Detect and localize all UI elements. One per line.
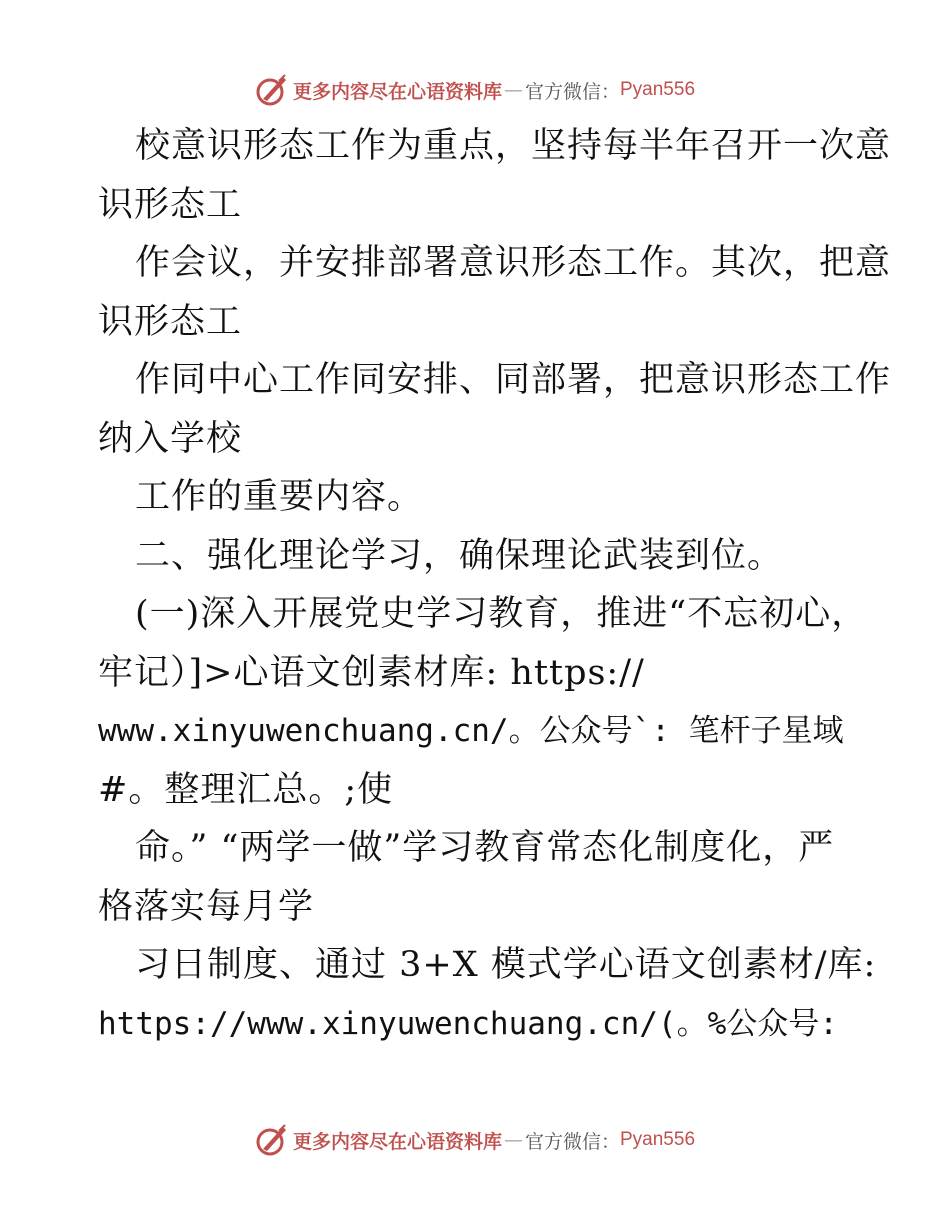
quill-logo-icon: [255, 73, 289, 107]
paragraph-line: www.xinyuwenchuang.cn/。公众号`: 笔杆子星域: [98, 713, 844, 749]
site-text: 更多内容尽在心语资料库: [292, 80, 502, 103]
paragraph-line: https://www.xinyuwenchuang.cn/(。%公众号:: [98, 1005, 838, 1042]
paragraph-line: 识形态工: [98, 184, 243, 225]
paragraph-line: 牢记）]>心语文创素材库: https://: [98, 652, 645, 693]
separator: —: [503, 79, 523, 101]
footer-watermark: [0, 1120, 950, 1160]
paragraph-line: 格落实每月学: [98, 886, 315, 927]
wechat-label: 官方微信：: [524, 80, 620, 103]
paragraph-line: 纳入学校: [98, 418, 243, 459]
quill-logo-icon: [255, 1123, 289, 1157]
document-body: [98, 117, 892, 1053]
site-text: 更多内容尽在心语资料库: [292, 1130, 502, 1153]
header-watermark: [0, 70, 950, 110]
separator: —: [503, 1129, 523, 1151]
paragraph-line: 习日制度、通过 3+X 模式学心语文创素材/库:: [135, 945, 877, 985]
paragraph-line: (一)深入开展党史学习教育，推进“不忘初心，: [135, 594, 868, 634]
paragraph-line: 工作的重要内容。: [135, 477, 424, 517]
paragraph-line: 识形态工: [98, 301, 243, 342]
section-heading: 二、强化理论学习，确保理论武装到位。: [135, 535, 784, 576]
wechat-label: 官方微信：: [524, 1130, 620, 1153]
paragraph-line: #。整理汇总。;使: [98, 769, 394, 810]
paragraph-line: 作会议，并安排部署意识形态工作。其次，把意: [135, 243, 892, 283]
wechat-id: Pyan556: [620, 1129, 696, 1150]
paragraph-line: 校意识形态工作为重点，坚持每半年召开一次意: [135, 126, 892, 166]
wechat-id: Pyan556: [620, 79, 696, 100]
paragraph-line: 命。” “两学一做”学习教育常态化制度化，严: [135, 828, 835, 868]
paragraph-line: 作同中心工作同安排、同部署，把意识形态工作: [135, 360, 892, 400]
